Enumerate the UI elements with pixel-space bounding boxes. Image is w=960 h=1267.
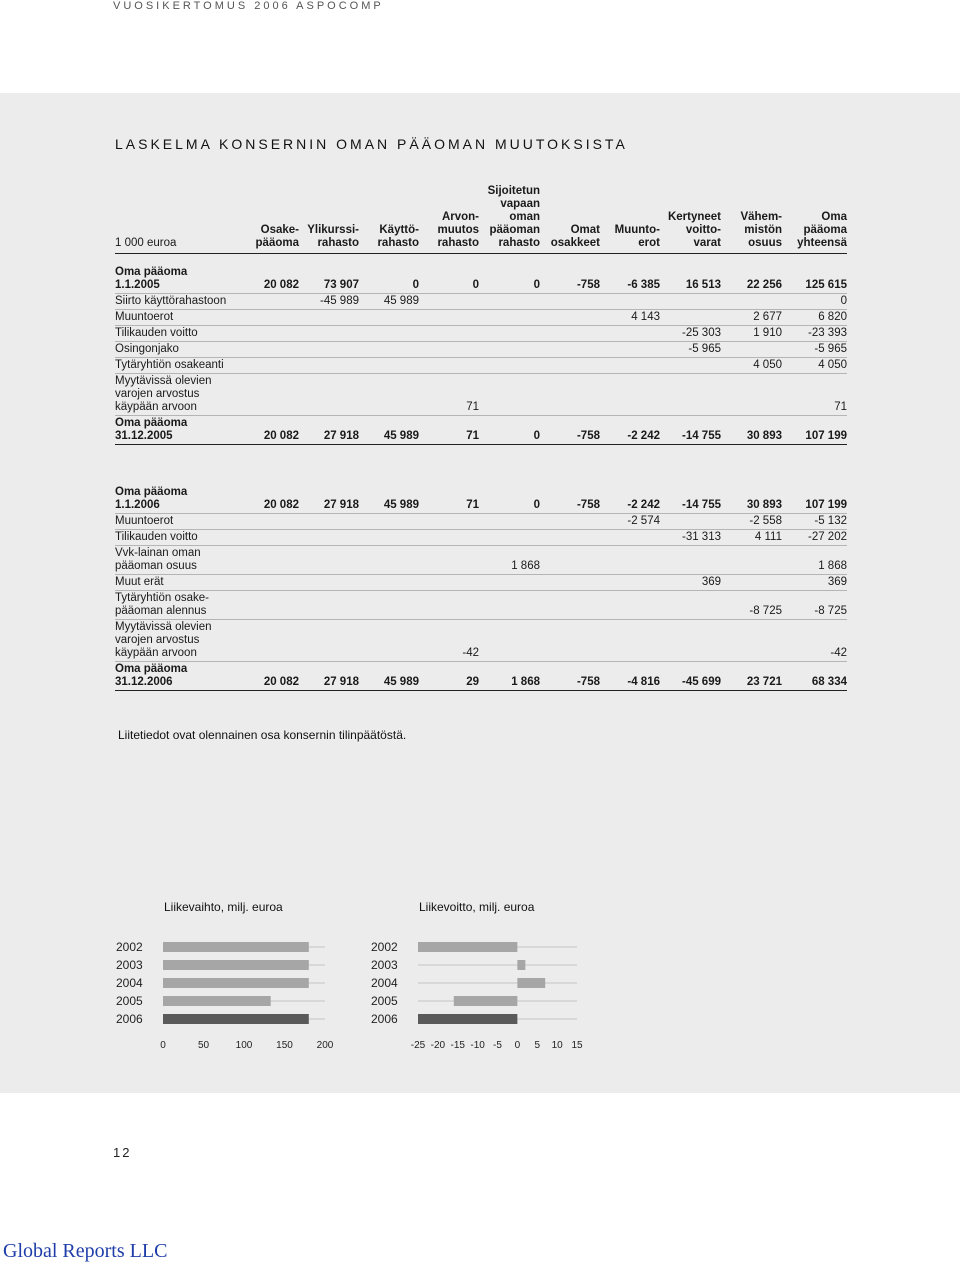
cell-value: -14 755 xyxy=(660,416,721,445)
cell-value xyxy=(239,374,299,416)
row-label: Siirto käyttörahastoon xyxy=(115,294,239,310)
cell-value xyxy=(540,575,600,591)
column-header: Omat osakkeet xyxy=(540,185,600,254)
cell-value xyxy=(359,575,419,591)
row-label: Oma pääoma 31.12.2006 xyxy=(115,662,239,691)
row-label: Myytävissä olevien varojen arvostus käypään arvoon xyxy=(115,620,239,662)
table-row xyxy=(115,575,847,591)
cell-value: -31 313 xyxy=(660,530,721,546)
table-row xyxy=(115,662,847,691)
cell-value xyxy=(359,310,419,326)
category-label: 2002 xyxy=(371,940,398,954)
cell-value: -758 xyxy=(540,254,600,294)
cell-value xyxy=(239,591,299,620)
cell-value xyxy=(299,591,359,620)
cell-value xyxy=(359,374,419,416)
cell-value xyxy=(299,620,359,662)
cell-value: -2 242 xyxy=(600,485,660,514)
cell-value: 20 082 xyxy=(239,485,299,514)
cell-value: 4 143 xyxy=(600,310,660,326)
table-row xyxy=(115,530,847,546)
row-label: Muuntoerot xyxy=(115,514,239,530)
cell-value: 27 918 xyxy=(299,416,359,445)
footer-brand: Global Reports LLC xyxy=(3,1240,168,1262)
table-body xyxy=(115,254,847,691)
cell-value xyxy=(359,358,419,374)
cell-value: -5 965 xyxy=(782,342,847,358)
cell-value xyxy=(540,591,600,620)
cell-value xyxy=(359,591,419,620)
column-header: Käyttö- rahasto xyxy=(359,185,419,254)
cell-value xyxy=(540,620,600,662)
cell-value xyxy=(721,294,782,310)
cell-value: -8 725 xyxy=(721,591,782,620)
tick-label: 15 xyxy=(571,1040,583,1051)
cell-value: 0 xyxy=(359,254,419,294)
cell-value xyxy=(299,374,359,416)
cell-value xyxy=(540,358,600,374)
cell-value: -758 xyxy=(540,485,600,514)
cell-value: 0 xyxy=(479,416,540,445)
cell-value: 1 868 xyxy=(479,662,540,691)
cell-value: 4 050 xyxy=(782,358,847,374)
cell-value: -25 303 xyxy=(660,326,721,342)
chart-title-revenue: Liikevaihto, milj. euroa xyxy=(164,900,283,914)
cell-value: 29 xyxy=(419,662,479,691)
cell-value: -45 989 xyxy=(299,294,359,310)
row-label: Oma pääoma 31.12.2005 xyxy=(115,416,239,445)
cell-value: 71 xyxy=(419,374,479,416)
cell-value xyxy=(359,342,419,358)
cell-value xyxy=(660,294,721,310)
cell-value: 45 989 xyxy=(359,294,419,310)
cell-value xyxy=(600,294,660,310)
cell-value: 27 918 xyxy=(299,485,359,514)
cell-value xyxy=(660,374,721,416)
tick-label: 150 xyxy=(276,1040,293,1051)
page-title: LASKELMA KONSERNIN OMAN PÄÄOMAN MUUTOKSISTA xyxy=(115,136,628,152)
table-row xyxy=(115,416,847,445)
cell-value: -27 202 xyxy=(782,530,847,546)
cell-value xyxy=(540,294,600,310)
cell-value xyxy=(359,514,419,530)
cell-value xyxy=(239,575,299,591)
cell-value: 30 893 xyxy=(721,416,782,445)
bar xyxy=(517,978,545,988)
bar xyxy=(163,960,309,970)
cell-value xyxy=(239,310,299,326)
cell-value xyxy=(419,575,479,591)
bar xyxy=(163,978,309,988)
category-label: 2003 xyxy=(371,958,398,972)
cell-value: -8 725 xyxy=(782,591,847,620)
cell-value xyxy=(600,326,660,342)
bar xyxy=(517,960,525,970)
bar xyxy=(418,942,517,952)
cell-value xyxy=(721,374,782,416)
cell-value xyxy=(600,575,660,591)
row-label: Vvk-lainan oman pääoman osuus xyxy=(115,546,239,575)
column-header: Arvon- muutos rahasto xyxy=(419,185,479,254)
row-label: Oma pääoma 1.1.2006 xyxy=(115,485,239,514)
cell-value xyxy=(419,546,479,575)
category-label: 2003 xyxy=(116,958,143,972)
category-label: 2006 xyxy=(116,1012,143,1026)
cell-value xyxy=(600,374,660,416)
bar xyxy=(163,996,271,1006)
cell-value: 125 615 xyxy=(782,254,847,294)
category-label: 2004 xyxy=(371,976,398,990)
cell-value xyxy=(721,620,782,662)
cell-value: 1 868 xyxy=(479,546,540,575)
revenue-chart xyxy=(116,940,334,1051)
page-number: 12 xyxy=(113,1145,132,1160)
cell-value xyxy=(479,620,540,662)
cell-value: -2 574 xyxy=(600,514,660,530)
cell-value: -42 xyxy=(782,620,847,662)
cell-value xyxy=(600,530,660,546)
cell-value xyxy=(479,374,540,416)
cell-value: 107 199 xyxy=(782,485,847,514)
tick-label: -15 xyxy=(450,1040,465,1051)
cell-value xyxy=(299,514,359,530)
table-spacer xyxy=(115,445,847,486)
cell-value: 73 907 xyxy=(299,254,359,294)
table-row xyxy=(115,326,847,342)
cell-value xyxy=(299,358,359,374)
cell-value: 369 xyxy=(782,575,847,591)
cell-value xyxy=(359,546,419,575)
cell-value xyxy=(479,294,540,310)
tick-label: 5 xyxy=(534,1040,541,1051)
cell-value: -23 393 xyxy=(782,326,847,342)
category-label: 2002 xyxy=(116,940,143,954)
cell-value xyxy=(540,546,600,575)
cell-value xyxy=(239,546,299,575)
cell-value: 2 677 xyxy=(721,310,782,326)
row-label: Oma pääoma 1.1.2005 xyxy=(115,254,239,294)
tick-label: 10 xyxy=(551,1040,563,1051)
cell-value xyxy=(419,294,479,310)
cell-value: 20 082 xyxy=(239,416,299,445)
cell-value: 71 xyxy=(782,374,847,416)
bar xyxy=(163,942,309,952)
table-header-row xyxy=(115,185,847,254)
cell-value xyxy=(419,591,479,620)
cell-value: -2 558 xyxy=(721,514,782,530)
operating-profit-chart xyxy=(371,940,583,1051)
category-label: 2005 xyxy=(371,994,398,1008)
cell-value xyxy=(419,342,479,358)
cell-value xyxy=(479,591,540,620)
column-header: Vähem- mistön osuus xyxy=(721,185,782,254)
category-label: 2005 xyxy=(116,994,143,1008)
cell-value: -2 242 xyxy=(600,416,660,445)
cell-value xyxy=(540,514,600,530)
cell-value: 23 721 xyxy=(721,662,782,691)
cell-value: -45 699 xyxy=(660,662,721,691)
column-header: Oma pääoma yhteensä xyxy=(782,185,847,254)
cell-value: 30 893 xyxy=(721,485,782,514)
cell-value xyxy=(600,358,660,374)
cell-value: 68 334 xyxy=(782,662,847,691)
row-label: Osingonjako xyxy=(115,342,239,358)
cell-value xyxy=(479,310,540,326)
cell-value: 20 082 xyxy=(239,662,299,691)
cell-value xyxy=(721,342,782,358)
cell-value xyxy=(419,514,479,530)
column-header: Osake- pääoma xyxy=(239,185,299,254)
footnote: Liitetiedot ovat olennainen osa konsernin tilinpäätöstä. xyxy=(118,728,407,742)
cell-value: 45 989 xyxy=(359,416,419,445)
row-label: Tytäryhtiön osake- pääoman alennus xyxy=(115,591,239,620)
cell-value xyxy=(540,530,600,546)
cell-value xyxy=(479,530,540,546)
cell-value xyxy=(359,326,419,342)
table-row xyxy=(115,620,847,662)
cell-value xyxy=(239,326,299,342)
cell-value xyxy=(479,514,540,530)
cell-value xyxy=(540,310,600,326)
cell-value: 20 082 xyxy=(239,254,299,294)
cell-value xyxy=(299,326,359,342)
table-row xyxy=(115,514,847,530)
cell-value xyxy=(419,326,479,342)
tick-label: 100 xyxy=(235,1040,253,1051)
row-label: Muuntoerot xyxy=(115,310,239,326)
column-header: Muunto- erot xyxy=(600,185,660,254)
tick-label: -20 xyxy=(430,1040,446,1051)
cell-value xyxy=(299,575,359,591)
cell-value xyxy=(660,546,721,575)
cell-value xyxy=(239,342,299,358)
cell-value xyxy=(600,546,660,575)
cell-value xyxy=(721,546,782,575)
row-label: Tytäryhtiön osakeanti xyxy=(115,358,239,374)
cell-value: 0 xyxy=(479,485,540,514)
table-row xyxy=(115,374,847,416)
cell-value: 45 989 xyxy=(359,662,419,691)
cell-value xyxy=(359,620,419,662)
cell-value xyxy=(419,358,479,374)
cell-value xyxy=(660,358,721,374)
row-label: Tilikauden voitto xyxy=(115,326,239,342)
cell-value xyxy=(721,575,782,591)
cell-value xyxy=(600,591,660,620)
cell-value xyxy=(299,310,359,326)
cell-value xyxy=(239,294,299,310)
cell-value xyxy=(239,620,299,662)
row-label: Myytävissä olevien varojen arvostus käypään arvoon xyxy=(115,374,239,416)
cell-value: 45 989 xyxy=(359,485,419,514)
cell-value: -5 132 xyxy=(782,514,847,530)
cell-value xyxy=(540,326,600,342)
cell-value xyxy=(239,514,299,530)
cell-value xyxy=(239,358,299,374)
table-row xyxy=(115,485,847,514)
cell-value: 1 868 xyxy=(782,546,847,575)
cell-value: -6 385 xyxy=(600,254,660,294)
cell-value xyxy=(660,310,721,326)
chart-title-operating-profit: Liikevoitto, milj. euroa xyxy=(419,900,535,914)
bar xyxy=(418,1014,517,1024)
cell-value xyxy=(479,342,540,358)
category-label: 2006 xyxy=(371,1012,398,1026)
tick-label: -10 xyxy=(470,1040,485,1051)
cell-value xyxy=(299,546,359,575)
cell-value: 4 050 xyxy=(721,358,782,374)
cell-value xyxy=(239,530,299,546)
cell-value: -758 xyxy=(540,416,600,445)
table-row xyxy=(115,342,847,358)
cell-value xyxy=(479,358,540,374)
tick-label: -5 xyxy=(493,1040,502,1051)
column-header: Sijoitetun vapaan oman pääoman rahasto xyxy=(479,185,540,254)
tick-label: 0 xyxy=(160,1040,166,1051)
cell-value xyxy=(600,342,660,358)
tick-label: 50 xyxy=(197,1040,210,1051)
cell-value xyxy=(600,620,660,662)
cell-value xyxy=(479,575,540,591)
category-label: 2004 xyxy=(116,976,143,990)
cell-value: 6 820 xyxy=(782,310,847,326)
cell-value xyxy=(540,374,600,416)
report-header: VUOSIKERTOMUS 2006 ASPOCOMP xyxy=(113,0,384,12)
cell-value: 71 xyxy=(419,416,479,445)
cell-value: -42 xyxy=(419,620,479,662)
tick-label: 200 xyxy=(316,1040,334,1051)
cell-value: -758 xyxy=(540,662,600,691)
charts-area xyxy=(0,925,960,1065)
cell-value: 16 513 xyxy=(660,254,721,294)
cell-value: -4 816 xyxy=(600,662,660,691)
row-label: Muut erät xyxy=(115,575,239,591)
cell-value: 0 xyxy=(419,254,479,294)
table-row xyxy=(115,310,847,326)
cell-value xyxy=(359,530,419,546)
table-row xyxy=(115,546,847,575)
cell-value: 71 xyxy=(419,485,479,514)
cell-value: 4 111 xyxy=(721,530,782,546)
cell-value xyxy=(540,342,600,358)
tick-label: 0 xyxy=(514,1040,521,1051)
cell-value: 107 199 xyxy=(782,416,847,445)
cell-value xyxy=(299,342,359,358)
unit-header: 1 000 euroa xyxy=(115,185,239,254)
column-header: Kertyneet voitto- varat xyxy=(660,185,721,254)
cell-value xyxy=(660,620,721,662)
cell-value xyxy=(299,530,359,546)
tick-label: -25 xyxy=(410,1040,426,1051)
row-label: Tilikauden voitto xyxy=(115,530,239,546)
table-row xyxy=(115,254,847,294)
table-row xyxy=(115,294,847,310)
cell-value xyxy=(660,591,721,620)
cell-value: 0 xyxy=(479,254,540,294)
equity-changes-table xyxy=(115,185,847,691)
cell-value: 27 918 xyxy=(299,662,359,691)
cell-value: 369 xyxy=(660,575,721,591)
column-header: Ylikurssi- rahasto xyxy=(299,185,359,254)
cell-value xyxy=(479,326,540,342)
table-row xyxy=(115,591,847,620)
cell-value: -14 755 xyxy=(660,485,721,514)
cell-value xyxy=(419,310,479,326)
cell-value: 0 xyxy=(782,294,847,310)
bar xyxy=(454,996,518,1006)
cell-value: 22 256 xyxy=(721,254,782,294)
bar xyxy=(163,1014,309,1024)
cell-value xyxy=(419,530,479,546)
cell-value: -5 965 xyxy=(660,342,721,358)
cell-value: 1 910 xyxy=(721,326,782,342)
table-row xyxy=(115,358,847,374)
cell-value xyxy=(660,514,721,530)
